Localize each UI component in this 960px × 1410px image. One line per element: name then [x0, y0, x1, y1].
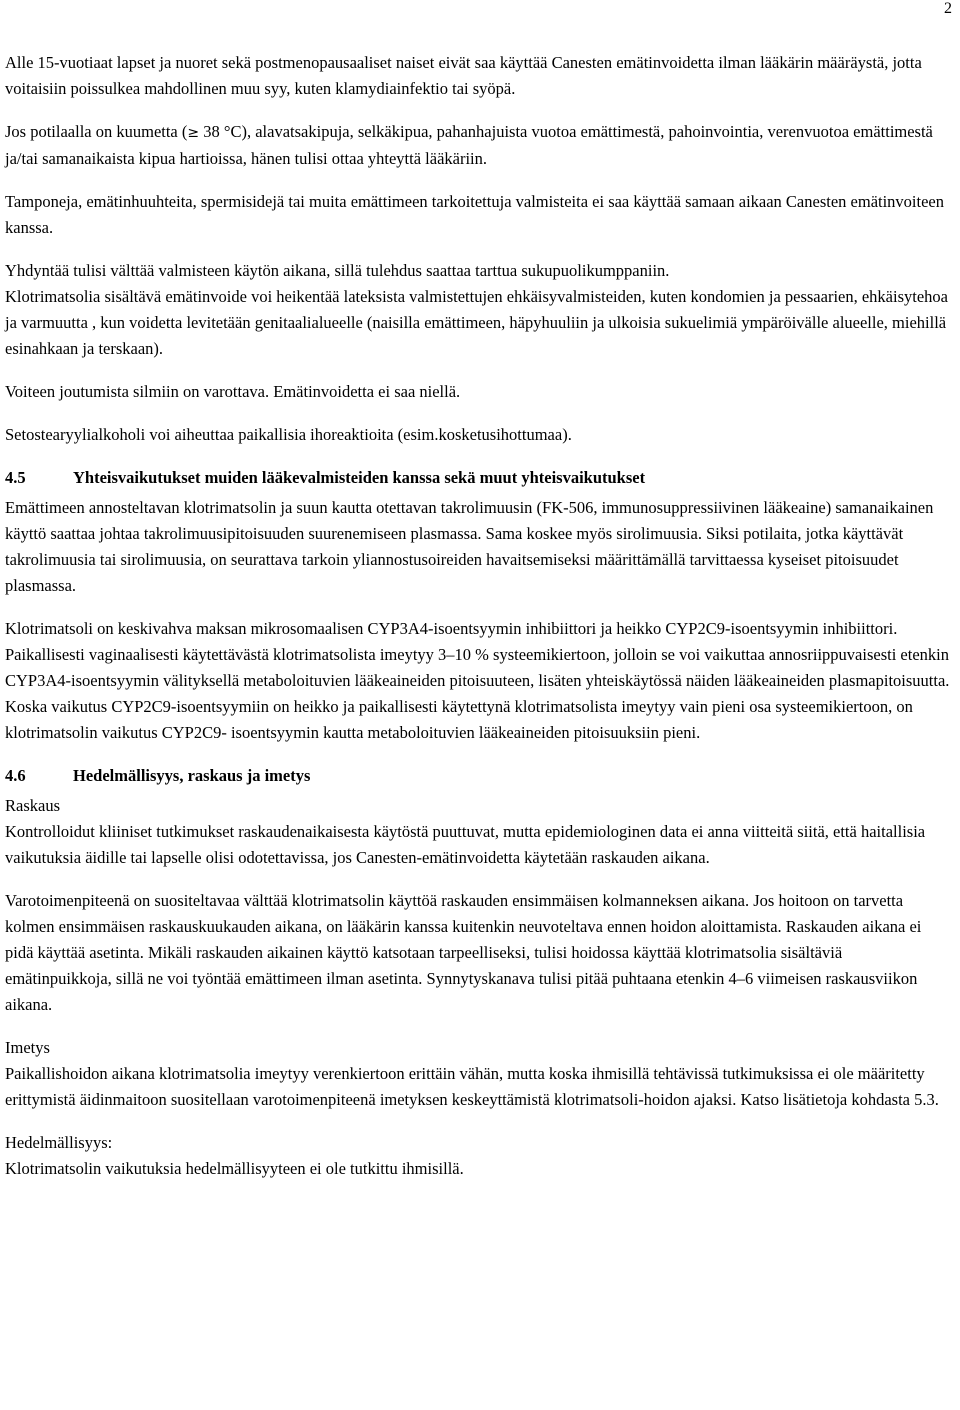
paragraph-intercourse: Yhdyntää tulisi välttää valmisteen käytön aikana, sillä tulehdus saattaa tarttua sukupuolikumppaniin.: [5, 261, 670, 280]
paragraph-hedelmallisyys: Klotrimatsolin vaikutuksia hedelmällisyyteen ei ole tutkittu ihmisillä.: [5, 1159, 464, 1178]
paragraph-raskaus-1: Kontrolloidut kliiniset tutkimukset raskaudenaikaisesta käytöstä puuttuvat, mutta epidemiologinen data ei anna viitteitä siitä, että haitallisia vaikutuksia äidille tai lapselle olisi odotettavissa, jos Canesten-emätinvoidetta käytetään raskauden aikana.: [5, 822, 926, 867]
paragraph-cyp-inhibition: Klotrimatsoli on keskivahva maksan mikrosomaalisen CYP3A4-isoentsyymin inhibiittori ja heikko CYP2C9-isoentsyymin inhibiittori. Paikallisesti vaginaalisesti käytettävästä klotrimatsolista imeytyy 3–10 % systeemikiertoon, jolloin se voi vaikuttaa annosriippuvaisesti etenkin CYP3A4-isoentsyymin välityksellä metaboloituvien lääkeaineiden pitoisuuteen, lisäten yhteiskäytössä näiden lääkeaineiden plasmapitoisuutta. Koska vaikutus CYP2C9-isoentsyymiin on heikko ja paikallisesti käytettynä klotrimatsolista imeytyy vain pieni osa systeemikiertoon, on klotrimatsolin vaikutus CYP2C9- isoentsyymin kautta metaboloituvien lääkeaineiden pitoisuuksiin pieni.: [5, 619, 950, 742]
paragraph-fever-warning: [5, 119, 953, 172]
greater-equal-symbol: ≥: [187, 125, 200, 141]
section-4-5-heading: [5, 465, 953, 491]
fever-text-start: Jos potilaalla on kuumetta (: [5, 122, 188, 141]
paragraph-cetostearyl: Setostearyylialkoholi voi aiheuttaa paikallisia ihoreaktioita (esim.kosketusihottumaa).: [5, 425, 572, 444]
paragraph-tampons: Tamponeja, emätinhuuhteita, spermisidejä tai muita emättimeen tarkoitettuja valmisteita ei saa käyttää samaan aikaan Canesten emätinvoiteen kanssa.: [5, 192, 945, 237]
section-4-5-number: 4.5: [5, 468, 26, 487]
paragraph-raskaus-2: Varotoimenpiteenä on suositeltavaa välttää klotrimatsolin käyttöä raskauden ensimmäisen kolmanneksen aikana. Jos hoitoon on tarvetta kolmen ensimmäisen raskauskuukauden aikana, on lääkärin kanssa kuitenkin neuvoteltava ennen hoidon aloittamista. Raskauden aikana ei pidä käyttää asetinta. Mikäli raskauden aikainen käyttö katsotaan tarpeelliseksi, tulisi hoidossa käyttää klotrimatsolia sisältäviä emätinpuikkoja, sillä ne voi työntää emättimeen ilman asetinta. Synnytyskanava tulisi pitää puhtaana etenkin 4–6 viimeisen raskausviikon aikana.: [5, 891, 922, 1014]
subheading-hedelmallisyys: Hedelmällisyys:: [5, 1133, 113, 1152]
section-4-5-title: Yhteisvaikutukset muiden lääkevalmisteiden kanssa sekä muut yhteisvaikutukset: [73, 468, 646, 487]
paragraph-latex: Klotrimatsolia sisältävä emätinvoide voi heikentää lateksista valmistettujen ehkäisyvalmisteiden, kuten kondomien ja pessaarien, ehkäisytehoa ja varmuutta , kun voidetta levitetään genitaalialueelle (naisilla emättimeen, häpyhuuliin ja ulkoisia sukuelimiä ympäröivälle alueelle, miehillä esinahkaan ja terskaan).: [5, 287, 948, 358]
fever-text-end: 38 °C), alavatsakipuja, selkäkipua, pahanhajuista vuotoa emättimestä, pahoinvointia, verenvuotoa emättimestä ja/tai samanaikaista kipua hartioissa, hänen tulisi ottaa yhteyttä lääkäriin.: [5, 122, 933, 168]
section-4-6-title: Hedelmällisyys, raskaus ja imetys: [73, 766, 311, 785]
page-number: 2: [944, 0, 952, 17]
subheading-raskaus: Raskaus: [5, 796, 60, 815]
subheading-imetys: Imetys: [5, 1038, 50, 1057]
document-body: [5, 50, 953, 1199]
paragraph-age-restriction: Alle 15-vuotiaat lapset ja nuoret sekä postmenopausaaliset naiset eivät saa käyttää Canesten emätinvoidetta ilman lääkärin määräystä, jotta voitaisiin poissulkea mahdollinen muu syy, kuten klamydiainfektio tai syöpä.: [5, 53, 922, 98]
section-4-6-number: 4.6: [5, 766, 26, 785]
paragraph-imetys: Paikallishoidon aikana klotrimatsolia imeytyy verenkiertoon erittäin vähän, mutta koska ihmisillä tehtävissä tutkimuksissa ei ole määritetty erittymistä äidinmaitoon suositellaan varotoimenpiteenä imetyksen keskeyttämistä klotrimatsoli-hoidon ajaksi. Katso lisätietoja kohdasta 5.3.: [5, 1064, 939, 1109]
section-4-6-heading: [5, 763, 953, 789]
paragraph-tacrolimus: Emättimeen annosteltavan klotrimatsolin ja suun kautta otettavan takrolimuusin (FK-506, immunosuppressiivinen lääkeaine) samanaikainen käyttö saattaa johtaa takrolimuusipitoisuuden suurenemiseen plasmassa. Sama koskee myös sirolimuusia. Siksi potilaita, jotka käyttävät takrolimuusia tai sirolimuusia, on seurattava tarkoin yliannostusoireiden havaitsemiseksi määrittämällä tarvittaessa kyseiset pitoisuudet plasmassa.: [5, 498, 934, 595]
paragraph-eyes: Voiteen joutumista silmiin on varottava. Emätinvoidetta ei saa niellä.: [5, 382, 461, 401]
